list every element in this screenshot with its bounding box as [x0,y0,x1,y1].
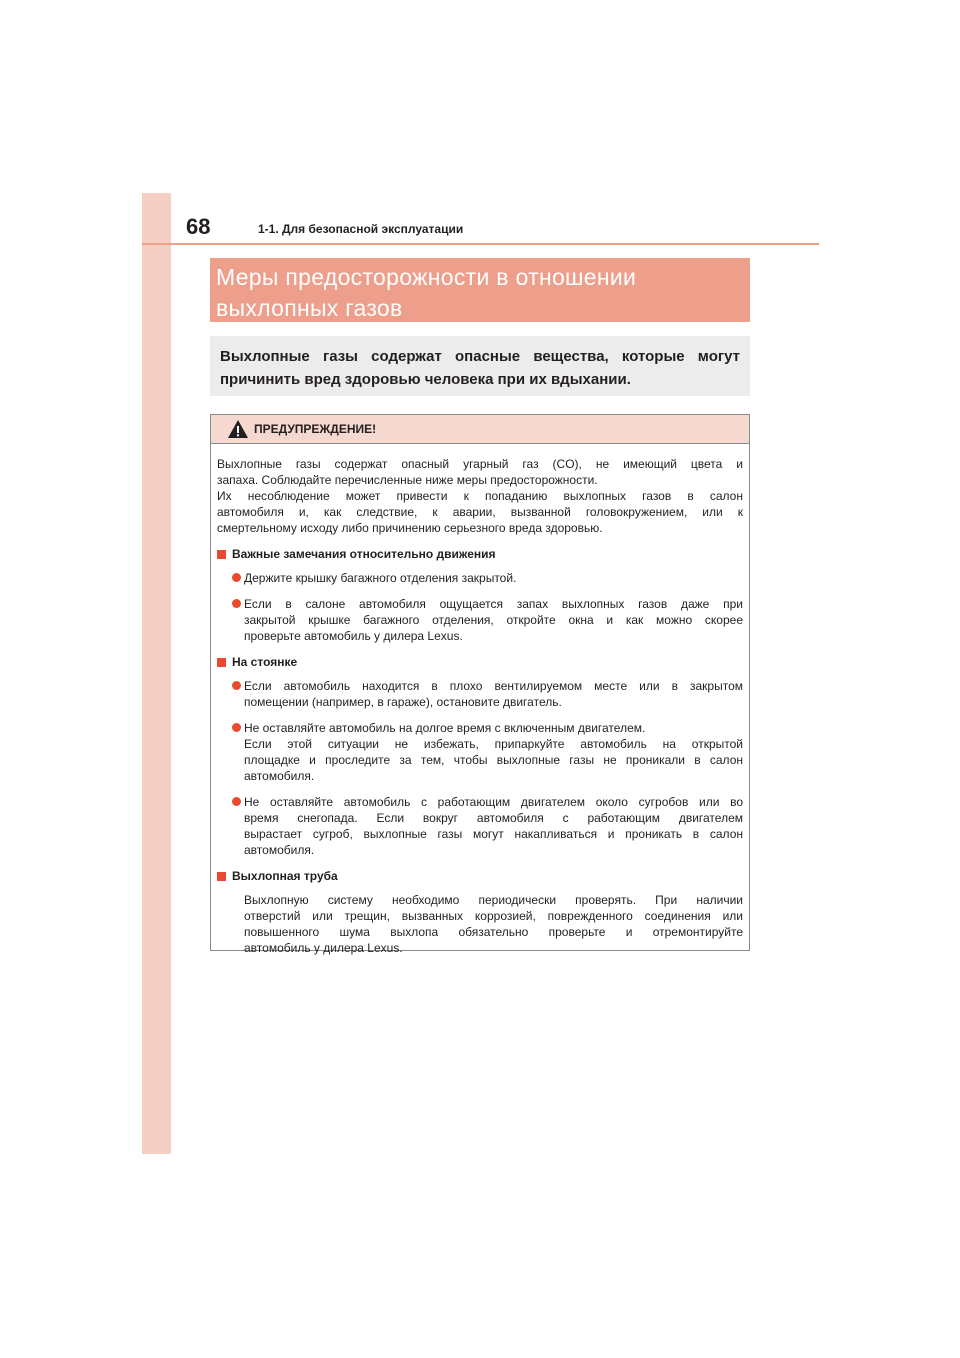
text-line: Их несоблюдение может привести к попаданию выхлопных газов в салон [217,489,743,503]
text-line: отверстий или трещин, вызванных коррозией, поврежденного соединения или [244,909,743,923]
square-bullet-icon [217,658,226,667]
list-item [217,794,743,858]
text-line: автомобиля и, как следствие, к аварии, вызванной головокружением, или к [217,505,743,519]
list-item [217,570,743,586]
intro-summary [210,336,750,396]
text-line: автомобиль у дилера Lexus. [244,941,403,955]
square-bullet-icon [217,872,226,881]
text-line: повышенного шума выхлопа обязательно проверьте и отремонтируйте [244,925,743,939]
text-line: Выхлопные газы содержат опасный угарный газ (CO), не имеющий цвета и [217,457,743,471]
side-color-strip [142,193,171,1154]
subsection-heading [217,654,743,670]
text-line: закрытой крышке багажного отделения, откройте окна и как можно скорее [244,613,743,627]
paragraph [217,892,743,956]
warning-label: ПРЕДУПРЕЖДЕНИЕ! [254,422,377,436]
text-line: смертельному исходу либо причинению серьезного вреда здоровью. [217,521,603,535]
text-line: вырастает сугроб, выхлопные газы могут накапливаться и проникать в салон [244,827,743,841]
round-bullet-icon [232,573,241,582]
list-item [217,678,743,710]
warning-box [210,414,750,955]
warning-intro [217,456,743,536]
subsection-heading-text: Важные замечания относительно движения [232,547,496,561]
text-line: Если в салоне автомобиля ощущается запах выхлопных газов даже при [244,597,743,611]
intro-line: Выхлопные газы содержат опасные вещества, которые могут [220,348,740,365]
warning-body [211,444,749,956]
list-item [217,596,743,644]
text-line: Держите крышку багажного отделения закрытой. [244,571,517,585]
text-line: Не оставляйте автомобиль с работающим двигателем около сугробов или во [244,795,743,809]
text-line: Выхлопную систему необходимо периодически проверять. При наличии [244,893,743,907]
text-line: Если автомобиль находится в плохо вентилируемом месте или в закрытом [244,679,743,693]
page-title-line: выхлопных газов [216,295,403,321]
round-bullet-icon [232,723,241,732]
page-title [210,258,750,322]
warning-header [211,415,749,444]
header-divider [142,243,819,245]
text-line: помещении (например, в гараже), остановите двигатель. [244,695,562,709]
text-line: автомобиля. [244,843,315,857]
text-line: Не оставляйте автомобиль на долгое время с включенным двигателем. [244,721,646,735]
subsection-heading [217,868,743,884]
text-line: площадке и проследите за тем, чтобы выхлопные газы не проникали в салон [244,753,743,767]
square-bullet-icon [217,550,226,559]
warning-triangle-icon [227,419,249,439]
page-title-line: Меры предосторожности в отношении [216,264,637,290]
text-line: проверьте автомобиль у дилера Lexus. [244,629,463,643]
text-line: время снегопада. Если вокруг автомобиля с работающим двигателем [244,811,743,825]
round-bullet-icon [232,797,241,806]
round-bullet-icon [232,599,241,608]
subsection-heading-text: На стоянке [232,655,298,669]
subsection-heading-text: Выхлопная труба [232,869,338,883]
subsection-heading [217,546,743,562]
text-line: автомобиля. [244,769,315,783]
page-number: 68 [186,214,211,239]
text-line: запаха. Соблюдайте перечисленные ниже меры предосторожности. [217,473,598,487]
intro-line: причинить вред здоровью человека при их вдыхании. [220,371,631,388]
list-item [217,720,743,784]
text-line: Если этой ситуации не избежать, припаркуйте автомобиль на открытой [244,737,743,751]
round-bullet-icon [232,681,241,690]
section-title: 1-1. Для безопасной эксплуатации [258,222,464,236]
